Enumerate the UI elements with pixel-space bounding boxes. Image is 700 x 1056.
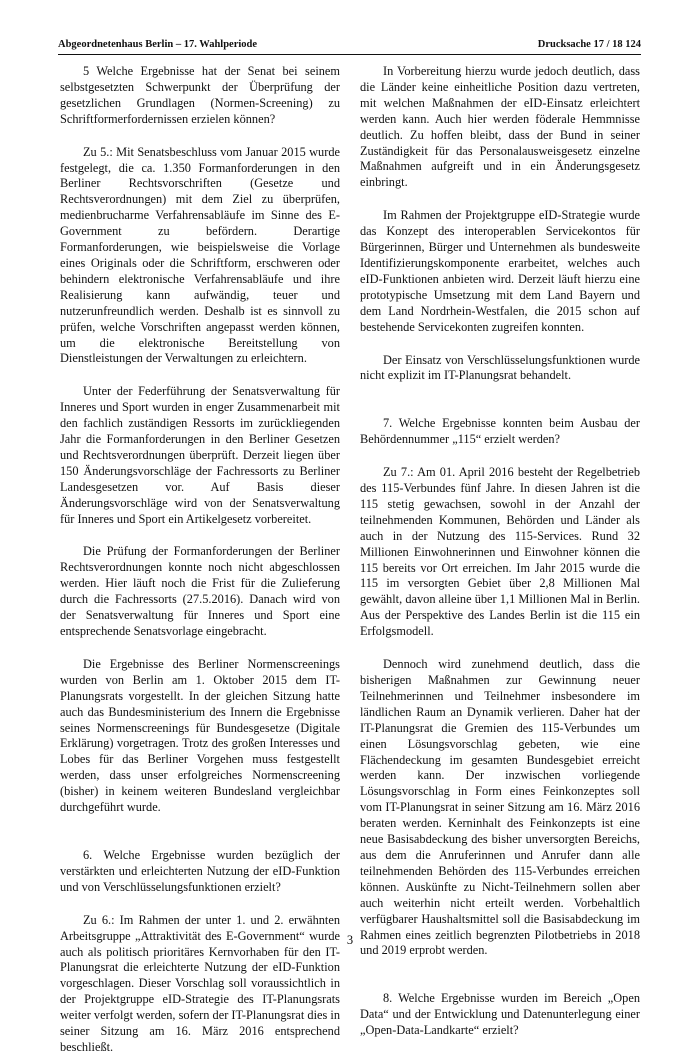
question-6: 6. Welche Ergebnisse wurden bezüglich der verstärkten und erleichterten Nutzung der eID-Funktion und von Verschlüsselungsfunktionen erzielt? [60, 847, 340, 894]
answer-7-paragraph-2: Dennoch wird zunehmend deutlich, dass die bisherigen Maßnahmen zur Gewinnung neuer Teilnehmerinnen und Teilnehmer insbesondere im ländlichen Raum an Dynamik verlieren. Daher hat der IT-Planungsrat die Gremien des 115-Verbundes um einen Lösungsvorschlag gebeten, wie eine Flächendeckung im gesamten Bundesgebiet erreicht werden kann. Der inzwischen vorliegende Lösungsvorschlag in Form eines Feinkonzeptes soll vom IT-Planungsrat in seiner Sitzung am 16. März 2016 beraten werden. Kerninhalt des Feinkonzepts ist eine neue Basisabdeckung des bisher unversorgten Bereichs, aus dem die Anruferinnen und Anrufer dann alle teilnehmenden Behörden des 115-Verbundes erreichen können. Auskünfte zu Nicht-Teilnehmern sollen aber auch weiterhin nicht erteilt werden. Vorbehaltlich verfügbarer Haushaltsmittel soll die Basisabdeckung im Rahmen eines zeitlich begrenzten Pilotbetriebs in 2018 und 2019 erprobt werden. [360, 657, 640, 958]
answer-7-paragraph-1: Zu 7.: Am 01. April 2016 besteht der Regelbetrieb des 115-Verbundes fünf Jahre. In diesen Jahren ist die 115 stetig gewachsen, sowohl in der Anzahl der teilnehmenden Kommunen, Behörden und Länder als auch in der Nutzung des 115-Services. Rund 32 Millionen Einwohnerinnen und Einwohner können die 115 bereits vor Ort erreichen. Im Jahr 2015 wurde die 115 im versorgten Gebiet über 2,8 Millionen Mal gewählt, davon alleine über 1,1 Millionen Mal in Berlin. Aus der Perspektive des Landes Berlin ist die 115 ein Erfolgsmodell. [360, 465, 640, 639]
question-8: 8. Welche Ergebnisse wurden im Bereich „Open Data“ und der Entwicklung und Datenunterlegung einer „Open-Data-Landkarte“ erzielt? [360, 991, 640, 1038]
answer-5-paragraph-4: Die Ergebnisse des Berliner Normenscreenings wurden von Berlin am 1. Oktober 2015 dem IT-Planungsrats vorgestellt. In der gleichen Sitzung hatte auch das Bundesministerium des Innern die Ergebnisse seines Normenscreenings für Bundesgesetze (Digitale Erklärung) vorgetragen. Trotz des großen Interesses und Lobes für das Berliner Vorgehen muss festgestellt werden, dass unser erfolgreiches Normenscreening (bisher) in keinem weiteren Bundesland vergleichbar durchgeführt wurde. [60, 656, 340, 815]
running-header [58, 37, 641, 53]
header-rule [58, 54, 641, 55]
left-column [60, 64, 340, 1056]
right-column [360, 64, 640, 1039]
answer-6-paragraph-2: In Vorbereitung hierzu wurde jedoch deutlich, dass die Länder keine einheitliche Position dazu vertreten, mit welchen Maßnahmen der eID-Einsatz erleichtert werden kann. Auch hier werden föderale Hemmnisse deutlich. Zu hoffen bleibt, dass der Bund in seiner Zuständigkeit für das Personalausweisgesetz einzelne Maßnahmen aufgreift und in ein Änderungsgesetz einbringt. [360, 64, 640, 190]
answer-5-paragraph-3: Die Prüfung der Formanforderungen der Berliner Rechtsverordnungen konnte noch nicht abgeschlossen werden. Hier läuft noch die Frist für die Zulieferung durch die Fachressorts (27.5.2016). Danach wird von der Senatsverwaltung für Inneres und Sport eine entsprechende Senatsvorlage eingebracht. [60, 544, 340, 638]
answer-5-paragraph-2: Unter der Federführung der Senatsverwaltung für Inneres und Sport wurden in enger Zusammenarbeit mit den fachlich zuständigen Ressorts im zurückliegenden Jahr die Formanforderungen in den Berliner Gesetzen und Rechtsverordnungen überprüft. Derzeit liegen über 150 Änderungsvorschläge der Fachressorts zu Berliner Landesgesetzen vor. Auf Basis dieser Änderungsvorschläge wird von der Senatsverwaltung für Inneres und Sport ein Artikelgesetz vorbereitet. [60, 384, 340, 526]
page-number: 3 [346, 933, 354, 947]
header-document-number: Drucksache 17 / 18 124 [537, 39, 641, 50]
answer-6-paragraph-3: Im Rahmen der Projektgruppe eID-Strategie wurde das Konzept des interoperablen Servicekontos für Bürgerinnen, Bürger und Unternehmen als bundesweite Identifizierungskomponente erarbeitet, welches auch eID-Funktionen anbieten wird. Derzeit läuft hierzu eine prototypische Umsetzung mit dem Land Bayern und dem Land Nordrhein-Westfalen, die 2015 schon auf bestehende Servicekonten zugreifen konnten. [360, 208, 640, 334]
answer-6-paragraph-1: Zu 6.: Im Rahmen der unter 1. und 2. erwähnten Arbeitsgruppe „Attraktivität des E-Government“ wurde auch als politisch prioritäres Kernvorhaben für den IT-Planungsrat die erleichterte Nutzung der eID-Funktion vorgeschlagen. Dieser Vorschlag soll voraussichtlich in der Projektgruppe eID-Strategie des IT-Planungsrats weiter verfolgt werden, sofern der IT-Planungsrat dies in seiner Sitzung am 16. März 2016 entsprechend beschließt. [60, 912, 340, 1054]
question-5: 5 Welche Ergebnisse hat der Senat bei seinem selbstgesetzten Schwerpunkt der Überprüfung der gesetzlichen Grundlagen (Normen-Screening) zu Schriftformerfordernissen erzielen können? [60, 64, 340, 126]
answer-5-paragraph-1: Zu 5.: Mit Senatsbeschluss vom Januar 2015 wurde festgelegt, die ca. 1.350 Formanforderungen in den Berliner Rechtsvorschriften (Gesetze und Rechtsverordnungen) mit dem Ziel zu überprüfen, medienbrucharme Verfahrensabläufe im Sinne des E-Government zu befördern. Derartige Formanforderungen, wie beispielsweise die Vorlage eines Originals oder die Schriftform, erschweren oder behindern elektronische Verfahrensabläufe und ihre Realisierung kann aufwändig, teuer und nutzerunfreundlich werden. Deshalb ist es sinnvoll zu prüfen, welche Vorschriften angepasst werden können, um die elektronische Bereitstellung von Dienstleistungen der Verwaltungen zu erleichtern. [60, 144, 340, 366]
header-publication: Abgeordnetenhaus Berlin – 17. Wahlperiode [58, 39, 258, 50]
answer-6-paragraph-4: Der Einsatz von Verschlüsselungsfunktionen wurde nicht explizit im IT-Planungsrat behandelt. [360, 352, 640, 383]
question-7: 7. Welche Ergebnisse konnten beim Ausbau der Behördennummer „115“ erzielt werden? [360, 416, 640, 447]
